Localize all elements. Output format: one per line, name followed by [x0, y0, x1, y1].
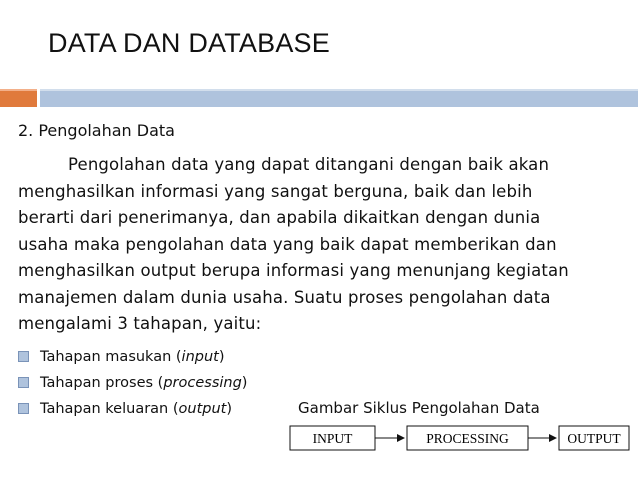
bullet-term: output [178, 401, 227, 417]
bullet-term: processing [163, 375, 242, 391]
paragraph-line: berarti dari penerimanya, dan apabila dikaitkan dengan dunia [18, 208, 541, 227]
processing-box-label: PROCESSING [426, 431, 509, 446]
paragraph-line: usaha maka pengolahan data yang baik dapat memberikan dan [18, 234, 557, 254]
paragraph-line: manajemen dalam dunia usaha. Suatu proses pengolahan data [18, 287, 551, 307]
slide-title: DATA DAN DATABASE [48, 28, 330, 58]
diagram-caption: Gambar Siklus Pengolahan Data [298, 399, 540, 417]
bullet-suffix: ) [218, 349, 225, 365]
section-heading: 2. Pengolahan Data [18, 121, 175, 140]
bullet-term: input [181, 349, 219, 365]
paragraph-line: mengalami 3 tahapan, yaitu: [18, 314, 262, 333]
input-box-label: INPUT [312, 431, 353, 446]
bullet-suffix: ) [226, 401, 233, 417]
paragraph-line: menghasilkan informasi yang sangat berguna, baik dan lebih [18, 181, 533, 201]
bullet-prefix: Tahapan keluaran ( [40, 401, 179, 417]
bullet-prefix: Tahapan masukan ( [40, 349, 182, 365]
paragraph-line: menghasilkan output berupa informasi yang menunjang kegiatan [18, 261, 569, 280]
paragraph-line: Pengolahan data yang dapat ditangani dengan baik akan [68, 155, 550, 174]
bullet-suffix: ) [241, 375, 248, 391]
output-box-label: OUTPUT [567, 431, 621, 446]
bullet-prefix: Tahapan proses ( [40, 375, 164, 391]
